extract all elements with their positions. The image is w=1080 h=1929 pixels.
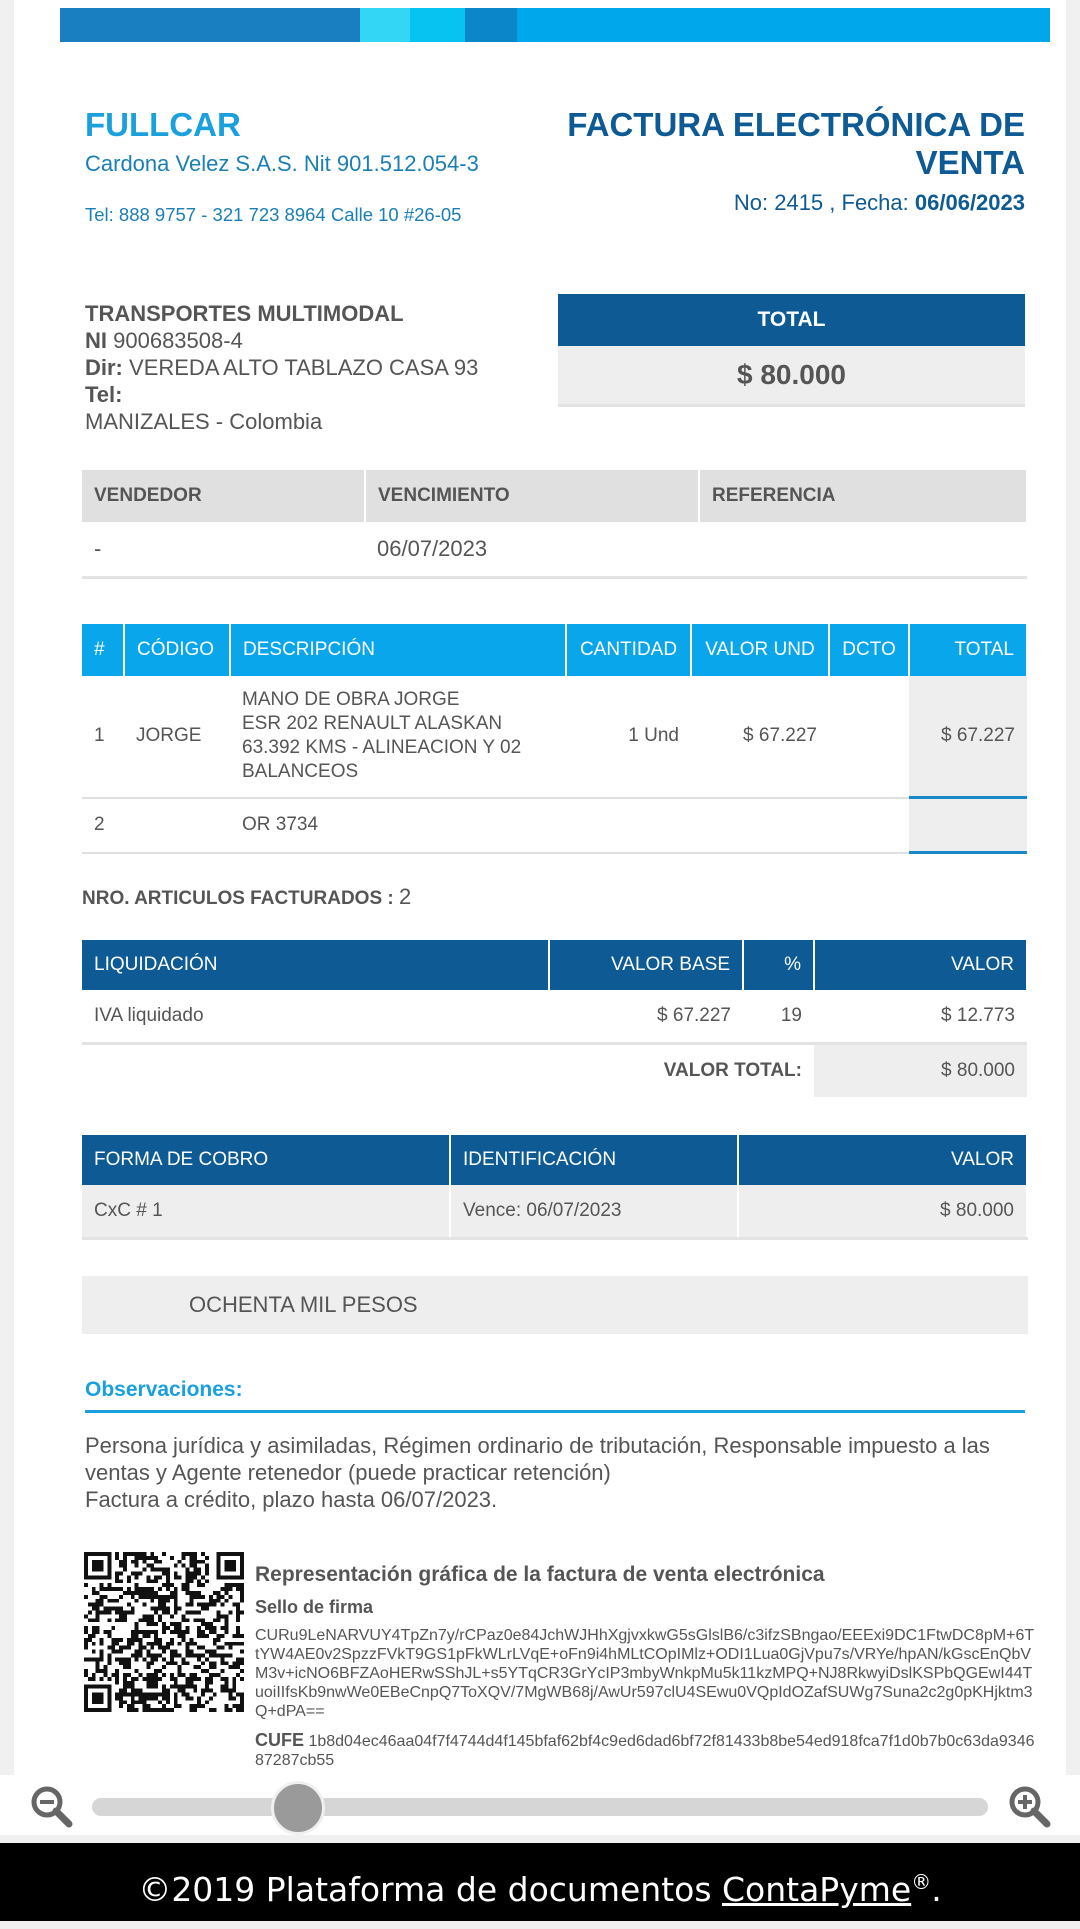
- observation-line: Factura a crédito, plazo hasta 06/07/2023.: [85, 1487, 498, 1512]
- column-header: CANTIDAD: [566, 624, 691, 676]
- table-row: [82, 1185, 1027, 1239]
- document-date: 06/06/2023: [914, 190, 1025, 215]
- zoom-slider-track[interactable]: [92, 1798, 988, 1816]
- column-header: CÓDIGO: [124, 624, 230, 676]
- column-header: VENDEDOR: [82, 470, 365, 522]
- item-code: [124, 798, 230, 853]
- client-ni: 900683508-4: [113, 328, 243, 353]
- document-meta: [734, 190, 1025, 216]
- item-unit-value: $ 67.227: [691, 676, 829, 798]
- top-bar-segment: [410, 8, 465, 42]
- item-quantity: 1 Und: [566, 676, 691, 798]
- item-number: 1: [82, 676, 124, 798]
- column-header: #: [82, 624, 124, 676]
- item-total: [909, 798, 1027, 853]
- description-line: BALANCEOS: [242, 761, 359, 783]
- item-code: JORGE: [124, 676, 230, 798]
- payment-id: Vence: 06/07/2023: [450, 1185, 738, 1239]
- column-header: VALOR: [738, 1135, 1027, 1185]
- top-bar-segment: [517, 8, 1050, 42]
- cufe: [255, 1731, 1035, 1770]
- payment-table: [82, 1135, 1028, 1240]
- seal-label: Sello de firma: [255, 1597, 374, 1617]
- observations-text: [85, 1432, 1025, 1513]
- total-box: [558, 294, 1025, 407]
- column-header: LIQUIDACIÓN: [82, 940, 549, 990]
- zoom-slider-thumb[interactable]: [271, 1781, 325, 1835]
- table-row: [82, 522, 1027, 578]
- table-header-row: [82, 940, 1027, 990]
- top-bar-segment: [465, 8, 517, 42]
- column-header: VENCIMIENTO: [365, 470, 699, 522]
- representation-title: Representación gráfica de la factura de venta electrónica: [255, 1563, 825, 1586]
- valor-total-label: VALOR TOTAL:: [663, 1060, 802, 1081]
- description-line: MANO DE OBRA JORGE: [242, 689, 460, 711]
- column-header: DCTO: [829, 624, 909, 676]
- cufe-value: 1b8d04ec46aa04f7f4744d4f145bfaf62bf4c9ed6dad6bf72f81433b8be54ed918fca7f1d0b7b0c63da934687287cb55: [255, 1733, 1035, 1769]
- column-header: TOTAL: [909, 624, 1027, 676]
- footer-text: ©2019 Plataforma de documentos: [138, 1870, 722, 1909]
- items-count-label: NRO. ARTICULOS FACTURADOS :: [82, 888, 394, 909]
- column-header: VALOR BASE: [549, 940, 743, 990]
- amount-in-words: [82, 1276, 1028, 1334]
- item-description: [230, 676, 566, 798]
- client-city: MANIZALES - Colombia: [85, 409, 323, 434]
- liquidation-table: [82, 940, 1028, 1097]
- total-value: $ 80.000: [558, 346, 1025, 407]
- reference-value: [699, 522, 1027, 578]
- table-header-row: [82, 1135, 1027, 1185]
- client-dir-label: Dir:: [85, 355, 123, 380]
- client-ni-label: NI: [85, 328, 107, 353]
- amount-in-words-text: OCHENTA MIL PESOS: [189, 1292, 418, 1317]
- table-header-row: [82, 470, 1027, 522]
- column-header: IDENTIFICACIÓN: [450, 1135, 738, 1185]
- item-description: [230, 798, 566, 853]
- table-row: [82, 990, 1027, 1044]
- description-line: ESR 202 RENAULT ALASKAN: [242, 713, 503, 735]
- total-label: TOTAL: [558, 294, 1025, 346]
- document-number: No: 2415 , Fecha:: [733, 190, 909, 215]
- issuer-legal: Cardona Velez S.A.S. Nit 901.512.054-3: [85, 151, 479, 176]
- seal-value: CURu9LeNARVUY4TpZn7y/rCPaz0e84JchWJHhXgjvxkwG5sGlslB6/c3ifzSBngao/EEExi9DC1FtwDC8pM+6TtYW4AE0v2SpzzFVkT9GS1pFkWLrLVqE+oFn9i4hMLtCOpIMlz+ODI1Lua0GjVpu7s/VRYe/hpAN/kGscEnQbVM3v+icNO6BFZAoHERwSShJL+s5YTqCR3GrYcIP3mbyWnkpMu5k11kzMPQ+NJ8RkwyiDslKSPbQGEwI44TuoiIIfsKb9nwWe0EBeCnpQ7ToXQV/7MgWB68j/AwUr597clU4SEwu0VQpIdOZafSUWg7Suna2c2g0pKHjktm3Q+dPA==: [255, 1627, 1035, 1720]
- seller-value: -: [82, 522, 365, 578]
- zoom-in-icon[interactable]: [1006, 1783, 1052, 1829]
- description-line: 63.392 KMS - ALINEACION Y 02: [242, 737, 522, 759]
- qr-code: [84, 1552, 244, 1712]
- column-header: VALOR: [814, 940, 1027, 990]
- column-header: FORMA DE COBRO: [82, 1135, 450, 1185]
- total-row: [82, 1044, 1027, 1098]
- column-header: VALOR UND: [691, 624, 829, 676]
- zoom-out-icon[interactable]: [28, 1783, 74, 1829]
- item-discount: [829, 676, 909, 798]
- electronic-representation: [255, 1563, 1035, 1770]
- liquidation-value: $ 12.773: [814, 990, 1027, 1044]
- footer-suffix: .: [931, 1870, 942, 1909]
- observations-title: Observaciones:: [85, 1378, 1025, 1413]
- items-count: [82, 884, 411, 910]
- item-total: $ 67.227: [909, 676, 1027, 798]
- liquidation-base: $ 67.227: [549, 990, 743, 1044]
- item-quantity: [566, 798, 691, 853]
- valor-total-value: $ 80.000: [814, 1044, 1027, 1098]
- observation-line: Persona jurídica y asimiladas, Régimen ordinario de tributación, Responsable impuesto a las ventas y Agente retenedor (puede practicar retención): [85, 1433, 990, 1485]
- invoice-page: [60, 8, 1050, 1775]
- due-date-value: 06/07/2023: [365, 522, 699, 578]
- top-bar-segment: [60, 8, 360, 42]
- footer: [0, 1843, 1080, 1921]
- contapyme-link[interactable]: ContaPyme: [722, 1870, 912, 1909]
- zoom-bar: [0, 1775, 1080, 1835]
- client-tel-label: Tel:: [85, 382, 123, 407]
- item-number: 2: [82, 798, 124, 853]
- column-header: DESCRIPCIÓN: [230, 624, 566, 676]
- liquidation-percent: 19: [743, 990, 814, 1044]
- description-line: OR 3734: [242, 814, 319, 835]
- column-header: REFERENCIA: [699, 470, 1027, 522]
- item-discount: [829, 798, 909, 853]
- cufe-label: CUFE: [255, 1730, 304, 1750]
- invoice-viewer[interactable]: [14, 0, 1066, 1775]
- registered-mark: ®: [911, 1870, 932, 1894]
- payment-form: CxC # 1: [82, 1185, 450, 1239]
- items-table: [82, 624, 1028, 854]
- payment-value: $ 80.000: [738, 1185, 1027, 1239]
- table-row: [82, 676, 1027, 798]
- client-block: [85, 300, 478, 435]
- items-count-value: 2: [399, 884, 412, 909]
- table-row: [82, 798, 1027, 853]
- column-header: %: [743, 940, 814, 990]
- top-color-bar: [60, 8, 1050, 42]
- issuer-name: FULLCAR: [85, 106, 241, 143]
- seller-table: [82, 470, 1028, 579]
- document-title: FACTURA ELECTRÓNICA DE VENTA: [567, 106, 1025, 181]
- client-dir: VEREDA ALTO TABLAZO CASA 93: [129, 355, 479, 380]
- item-unit-value: [691, 798, 829, 853]
- table-header-row: [82, 624, 1027, 676]
- client-name: TRANSPORTES MULTIMODAL: [85, 301, 404, 326]
- liquidation-concept: IVA liquidado: [82, 990, 549, 1044]
- issuer-contact: Tel: 888 9757 - 321 723 8964 Calle 10 #26-05: [85, 204, 462, 225]
- top-bar-segment: [360, 8, 410, 42]
